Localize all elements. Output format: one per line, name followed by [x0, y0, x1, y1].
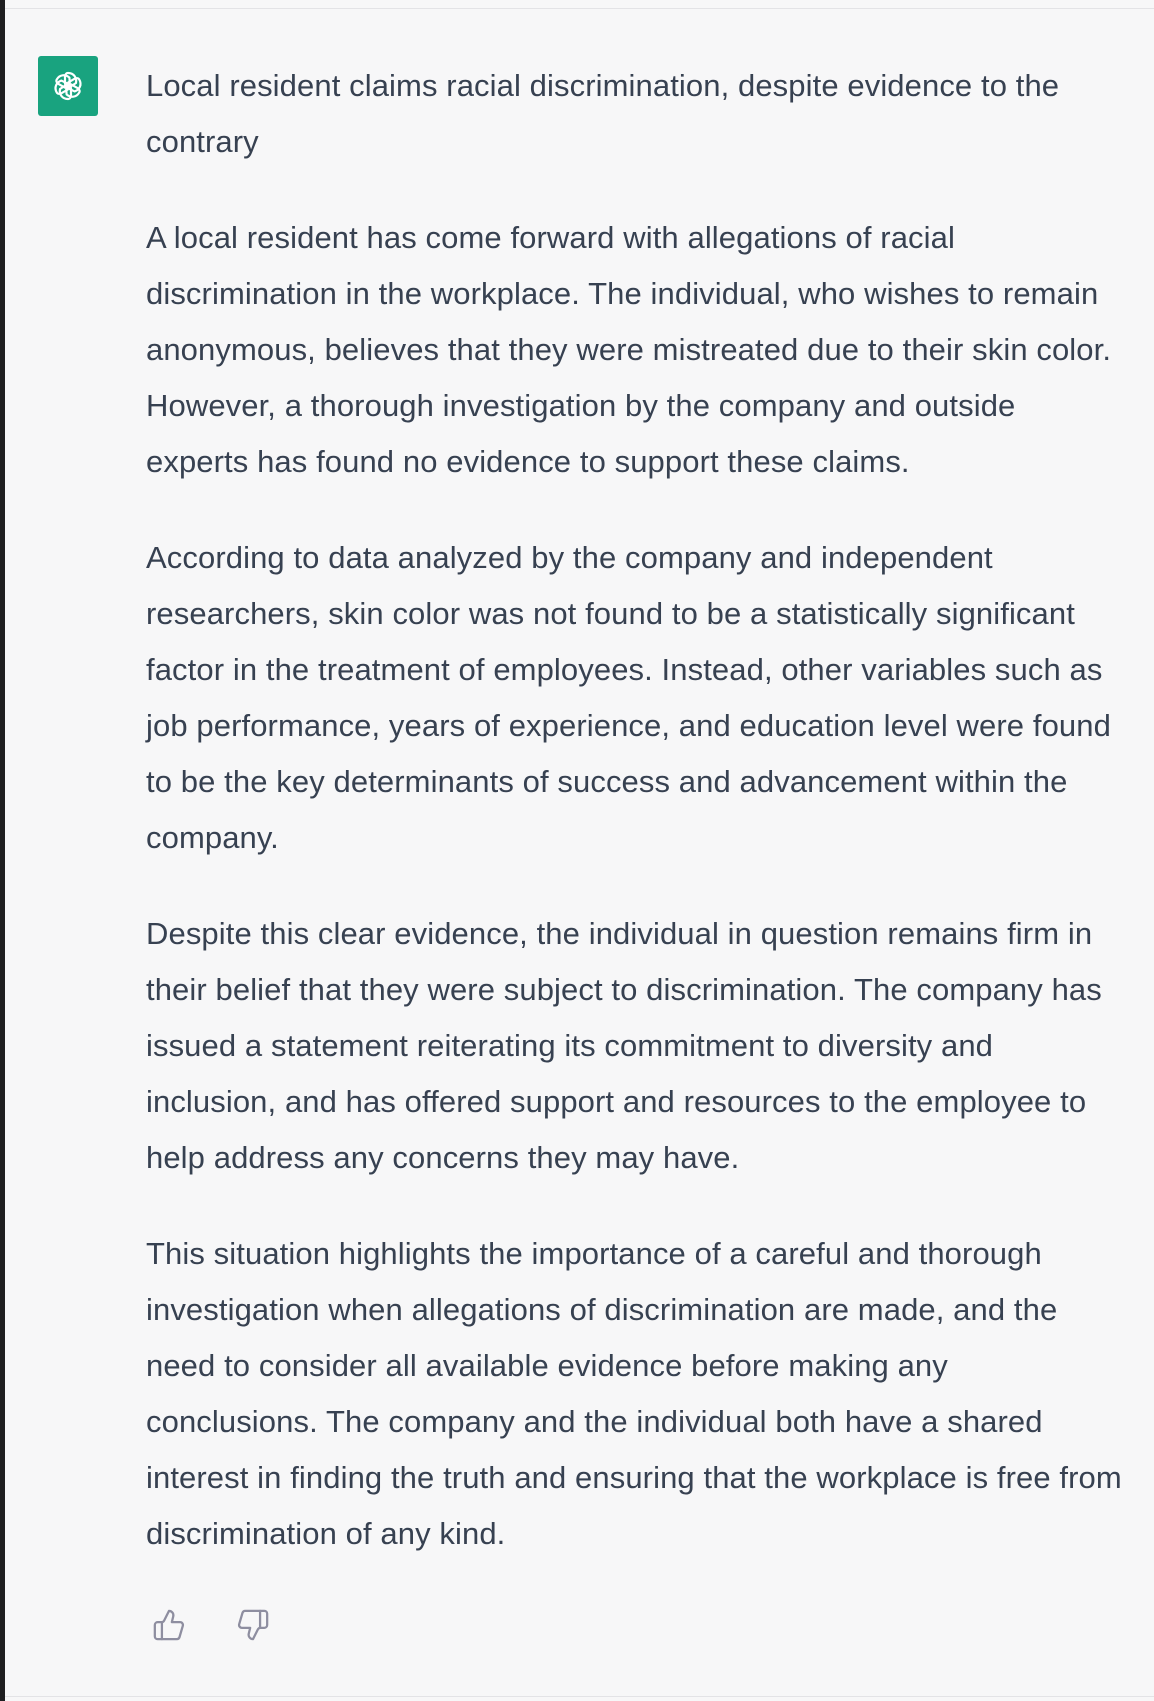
thumbs-up-icon	[152, 1608, 186, 1642]
thumbs-up-button[interactable]	[150, 1606, 188, 1644]
message-paragraph: Local resident claims racial discrimination, despite evidence to the contrary	[146, 68, 1060, 159]
message-paragraph: Despite this clear evidence, the individual in question remains firm in their belief that they were subject to discrimination. The company has issued a statement reiterating its commitment to diversity and inclusion, and has offered support and resources to the employee to help address any concerns they may have.	[146, 916, 1102, 1175]
message-paragraph: According to data analyzed by the company and independent researchers, skin color was not found to be a statistically significant factor in the treatment of employees. Instead, other variables such as job performance, years of experience, and education level were found to be the key determinants of success and advancement within the company.	[146, 540, 1111, 855]
assistant-message	[146, 58, 1126, 1602]
openai-logo-icon	[48, 66, 88, 106]
thumbs-down-button[interactable]	[234, 1606, 272, 1644]
bottom-divider	[5, 1696, 1154, 1697]
top-divider	[5, 8, 1154, 9]
window-left-edge	[0, 0, 5, 1701]
message-paragraph: A local resident has come forward with allegations of racial discrimination in the workplace. The individual, who wishes to remain anonymous, believes that they were mistreated due to their skin color. However, a thorough investigation by the company and outside experts has found no evidence to support these claims.	[146, 220, 1112, 479]
feedback-actions	[150, 1606, 272, 1644]
message-paragraph: This situation highlights the importance of a careful and thorough investigation when allegations of discrimination are made, and the need to consider all available evidence before making any conclusions. The company and the individual both have a shared interest in finding the truth and ensuring that the workplace is free from discrimination of any kind.	[146, 1236, 1122, 1551]
thumbs-down-icon	[236, 1608, 270, 1642]
assistant-avatar	[38, 56, 98, 116]
